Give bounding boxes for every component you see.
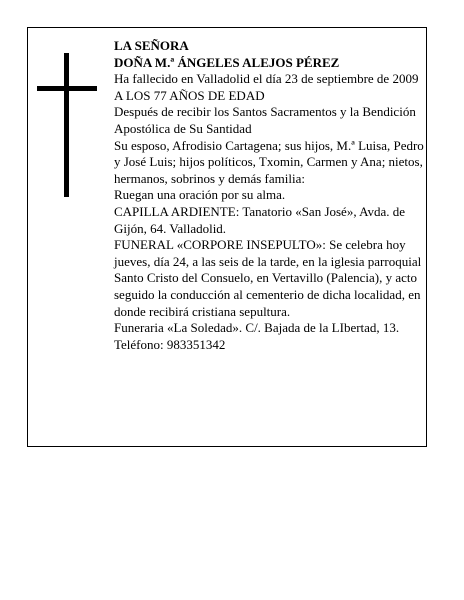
phone-line: Teléfono: 983351342 xyxy=(114,336,226,352)
family-line: Su esposo, Afrodisio Cartagena; sus hijos, M.ª Luisa, Pedro y José Luis; hijos políticos, Txomin, Carmen y Ana; nietos, hermanos, sobrinos y demás familia: xyxy=(114,137,424,186)
death-date-line: Ha fallecido en Valladolid el día 23 de septiembre de 2009 xyxy=(114,71,419,87)
notice-title: LA SEÑORA xyxy=(114,38,189,53)
age-line: A LOS 77 AÑOS DE EDAD xyxy=(114,87,265,103)
prayer-line: Ruegan una oración por su alma. xyxy=(114,187,286,203)
obituary-text xyxy=(114,38,425,353)
deceased-name: DOÑA M.ª ÁNGELES ALEJOS PÉREZ xyxy=(114,54,340,70)
cross-vertical-bar xyxy=(64,53,69,197)
cross-horizontal-bar xyxy=(37,86,97,91)
funeral-home-line: Funeraria «La Soledad». C/. Bajada de la LIbertad, 13. xyxy=(114,320,400,336)
funeral-line: FUNERAL «CORPORE INSEPULTO»: Se celebra hoy jueves, día 24, a las seis de la tarde, en la iglesia parroquial Santo Cristo del Consuelo, en Vertavillo (Palencia), y acto seguido la conducción al cementerio de dicha localidad, en donde recibirá cristiana sepultura. xyxy=(114,237,422,319)
chapel-line: CAPILLA ARDIENTE: Tanatorio «San José», Avda. de Gijón, 64. Valladolid. xyxy=(114,203,406,236)
sacraments-line: Después de recibir los Santos Sacramentos y la Bendición Apostólica de Su Santidad xyxy=(114,104,416,136)
